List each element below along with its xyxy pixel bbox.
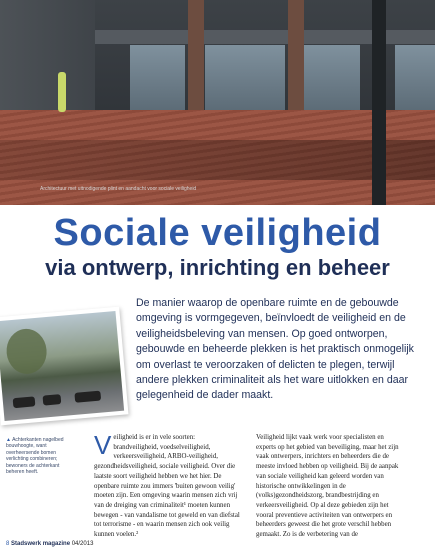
magazine-name: Stadswerk magazine xyxy=(11,541,71,547)
car xyxy=(74,391,101,403)
car xyxy=(43,394,62,406)
article-title: Sociale veiligheid xyxy=(53,212,382,254)
street-pole xyxy=(372,0,386,205)
page-footer xyxy=(6,541,93,547)
window xyxy=(395,45,435,120)
body-column-1-text: eiligheid is er in vele soorten: brandveiligheid, voedselveiligheid, verkeersveiligheid, ARBO-veiligheid, gezondheidsveiligheid, sociale veiligheid. Over die laatste soort veiligheid hebben we het hier. De openbare ruimte zou immers 'buiten gewoon veilig' moeten zijn. Een omgeving waarin mensen zich vrij van de dreiging van criminaliteit¹ moeten kunnen bewegen - van vandalisme tot geweld en van diefstal tot terrorisme - en waarin mensen zich ook veilig kunnen voelen.² xyxy=(94,434,240,539)
window xyxy=(130,45,185,120)
inset-caption-text: Achterkanten nagelbed bouwhoogte, want overheersende bomen verlichting combineren; bewoners de achterkant beheren heeft. xyxy=(6,437,64,476)
hero-photo xyxy=(0,0,435,205)
hero-caption: Architectuur met uitnodigende plint en aandacht voor sociale veiligheid xyxy=(40,186,197,192)
tree xyxy=(5,327,49,375)
body-column-2: Veiligheid lijkt vaak werk voor specialisten en experts op het gebied van beveiliging, maar het zijn vaak ontwerpers, inrichters en beheerders die de meeste invloed hebben op veiligheid. Bij de aanpak van sociale veiligheid kan geleerd worden van historische ontwikkelingen in de (volks)gezondheidszorg, brandbestrijding en verkeersveiligheid. Op al deze gebieden zijn het vooral preventieve activiteiten van ontwerpers en beheerders geweest die het grote verschil hebben gemaakt. Zo is de verbetering van de xyxy=(256,434,399,539)
inset-photo xyxy=(0,307,128,426)
car xyxy=(13,396,36,408)
drop-cap: V xyxy=(94,430,112,460)
article-subtitle: via ontwerp, inrichting en beheer xyxy=(45,255,390,280)
issue-number: 04/2013 xyxy=(71,541,94,547)
lead-paragraph: De manier waarop de openbare ruimte en de gebouwde omgeving is vormgegeven, beïnvloedt de veiligheid en de veiligheidsbeleving van mensen. Op goed ontworpen, gebouwde en beheerde plekken is het praktisch onmogelijk om overlast te veroorzaken of delicten te plegen, terwijl andere plekken criminaliteit als het ware uitlokken en daar gelegenheid de dader maakt. xyxy=(136,297,414,402)
inset-caption xyxy=(6,437,66,475)
window xyxy=(205,45,285,120)
window xyxy=(300,45,360,120)
body-column-1 xyxy=(94,430,241,540)
triangle-marker-icon: ▲ xyxy=(6,437,11,443)
street-image xyxy=(0,311,124,421)
pedestrian xyxy=(58,72,66,112)
page-number: 8 xyxy=(6,541,10,547)
sidewalk-shadow xyxy=(0,140,435,180)
